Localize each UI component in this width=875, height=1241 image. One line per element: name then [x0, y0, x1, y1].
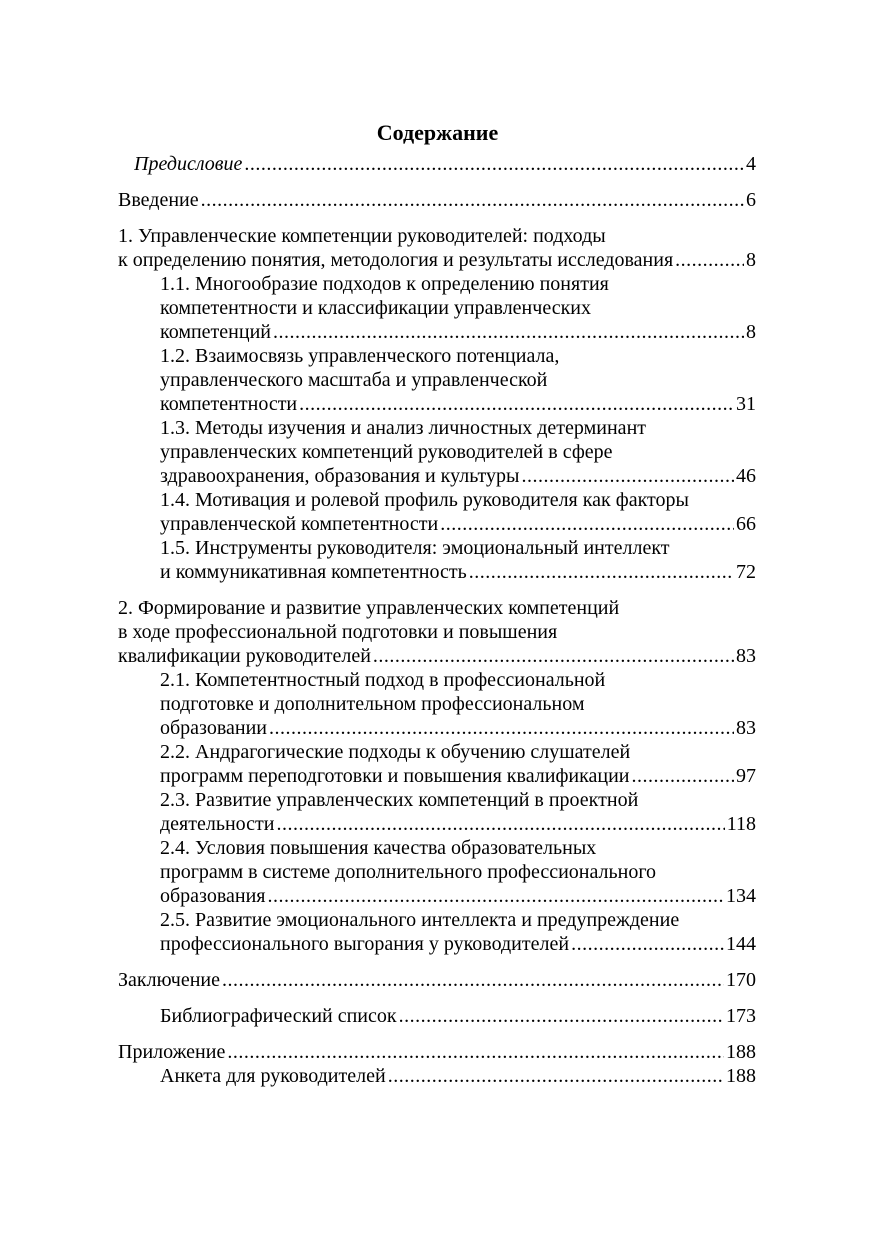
toc-entry-preface[interactable] — [134, 152, 756, 176]
toc-entry-title: к определению понятия, методология и результаты исследования — [118, 249, 674, 271]
toc-page-number: 31 — [736, 393, 756, 415]
toc-entry-line: управленческих компетенций руководителей в сфере — [160, 441, 613, 463]
toc-page-number: 118 — [726, 813, 756, 835]
toc-entry-title: деятельности — [160, 813, 275, 835]
dot-leader — [222, 968, 724, 992]
toc-entry-bibliography[interactable] — [160, 1004, 756, 1028]
toc-page-number: 173 — [726, 1005, 756, 1027]
toc-entry-title: Заключение — [118, 969, 220, 991]
toc-entry-title: квалификации руководителей — [118, 645, 371, 667]
dot-leader — [268, 884, 725, 908]
toc-entry-title: компетенций — [160, 321, 271, 343]
dot-leader — [399, 1004, 724, 1028]
dot-leader — [277, 812, 725, 836]
toc-entry-line: в ходе профессиональной подготовки и повышения — [118, 621, 558, 643]
toc-entry-section-1-4[interactable] — [118, 488, 756, 536]
toc-entry-title: Приложение — [118, 1041, 226, 1063]
toc-entry-line: компетентности и классификации управленческих — [160, 297, 591, 319]
toc-entry-section-1-5[interactable] — [118, 536, 756, 584]
toc-entry-line: 2.4. Условия повышения качества образовательных — [160, 837, 597, 859]
toc-entry-section-2-3[interactable] — [118, 788, 756, 836]
toc-entry-section-2-5[interactable] — [118, 908, 756, 956]
dot-leader — [388, 1064, 724, 1088]
dot-leader — [373, 644, 734, 668]
toc-entry-chapter-2[interactable] — [118, 596, 756, 668]
dot-leader — [440, 512, 734, 536]
toc-entry-line: подготовке и дополнительном профессиональном — [160, 693, 585, 715]
toc-entry-line: 2. Формирование и развитие управленческих компетенций — [118, 597, 620, 619]
table-of-contents — [118, 152, 756, 1088]
toc-entry-title: и коммуникативная компетентность — [160, 561, 467, 583]
toc-page-number: 6 — [746, 189, 756, 211]
toc-entry-title: Предисловие — [134, 153, 243, 175]
toc-entry-line: 1.5. Инструменты руководителя: эмоциональный интеллект — [160, 537, 670, 559]
toc-entry-conclusion[interactable] — [118, 968, 756, 992]
toc-page-number: 8 — [746, 321, 756, 343]
toc-page-number: 170 — [726, 969, 756, 991]
dot-leader — [269, 716, 734, 740]
toc-page-number: 8 — [746, 249, 756, 271]
toc-entry-section-2-4[interactable] — [118, 836, 756, 908]
toc-entry-section-1-3[interactable] — [118, 416, 756, 488]
toc-entry-questionnaire[interactable] — [160, 1064, 756, 1088]
dot-leader — [244, 152, 744, 176]
toc-entry-line: 2.5. Развитие эмоционального интеллекта и предупреждение — [160, 909, 680, 931]
toc-entry-line: 1.2. Взаимосвязь управленческого потенциала, — [160, 345, 560, 367]
toc-entry-title: Введение — [118, 189, 199, 211]
toc-entry-appendix[interactable] — [118, 1040, 756, 1064]
dot-leader — [571, 932, 724, 956]
toc-page-number: 83 — [736, 717, 756, 739]
toc-page-number: 4 — [746, 153, 756, 175]
toc-entry-title: управленческой компетентности — [160, 513, 439, 535]
toc-entry-title: профессионального выгорания у руководителей — [160, 933, 570, 955]
toc-entry-section-2-2[interactable] — [118, 740, 756, 788]
toc-entry-line: 2.1. Компетентностный подход в профессиональной — [160, 669, 606, 691]
dot-leader — [675, 248, 744, 272]
toc-entry-section-1-1[interactable] — [118, 272, 756, 344]
toc-page-number: 83 — [736, 645, 756, 667]
dot-leader — [227, 1040, 724, 1064]
toc-entry-line: 2.2. Андрагогические подходы к обучению слушателей — [160, 741, 631, 763]
toc-entry-introduction[interactable] — [118, 188, 756, 212]
toc-page-number: 144 — [726, 933, 756, 955]
toc-entry-title: образовании — [160, 717, 268, 739]
toc-entry-section-2-1[interactable] — [118, 668, 756, 740]
toc-entry-title: компетентности — [160, 393, 298, 415]
page-title: Содержание — [376, 120, 499, 145]
toc-entry-chapter-1[interactable] — [118, 224, 756, 272]
toc-entry-line: 1. Управленческие компетенции руководителей: подходы — [118, 225, 606, 247]
dot-leader — [273, 320, 744, 344]
toc-entry-title: здравоохранения, образования и культуры — [160, 465, 520, 487]
toc-entry-section-1-2[interactable] — [118, 344, 756, 416]
toc-page-number: 134 — [726, 885, 756, 907]
toc-entry-title: образования — [160, 885, 266, 907]
toc-entry-line: программ в системе дополнительного профессионального — [160, 861, 657, 883]
toc-entry-line: 1.4. Мотивация и ролевой профиль руководителя как факторы — [160, 489, 689, 511]
toc-entry-title: Анкета для руководителей — [160, 1065, 386, 1087]
toc-entry-title: Библиографический список — [160, 1005, 397, 1027]
toc-page-number: 97 — [736, 765, 756, 787]
dot-leader — [469, 560, 734, 584]
toc-page-number: 66 — [736, 513, 756, 535]
dot-leader — [632, 764, 734, 788]
toc-page-number: 72 — [736, 561, 756, 583]
toc-page-number: 188 — [726, 1065, 756, 1087]
toc-entry-line: 2.3. Развитие управленческих компетенций в проектной — [160, 789, 639, 811]
toc-entry-line: 1.3. Методы изучения и анализ личностных детерминант — [160, 417, 647, 439]
toc-entry-title: программ переподготовки и повышения квалификации — [160, 765, 630, 787]
toc-entry-line: управленческого масштаба и управленческой — [160, 369, 548, 391]
dot-leader — [201, 188, 744, 212]
toc-entry-line: 1.1. Многообразие подходов к определению понятия — [160, 273, 609, 295]
dot-leader — [521, 464, 734, 488]
toc-page-number: 46 — [736, 465, 756, 487]
dot-leader — [299, 392, 734, 416]
toc-page-number: 188 — [726, 1041, 756, 1063]
